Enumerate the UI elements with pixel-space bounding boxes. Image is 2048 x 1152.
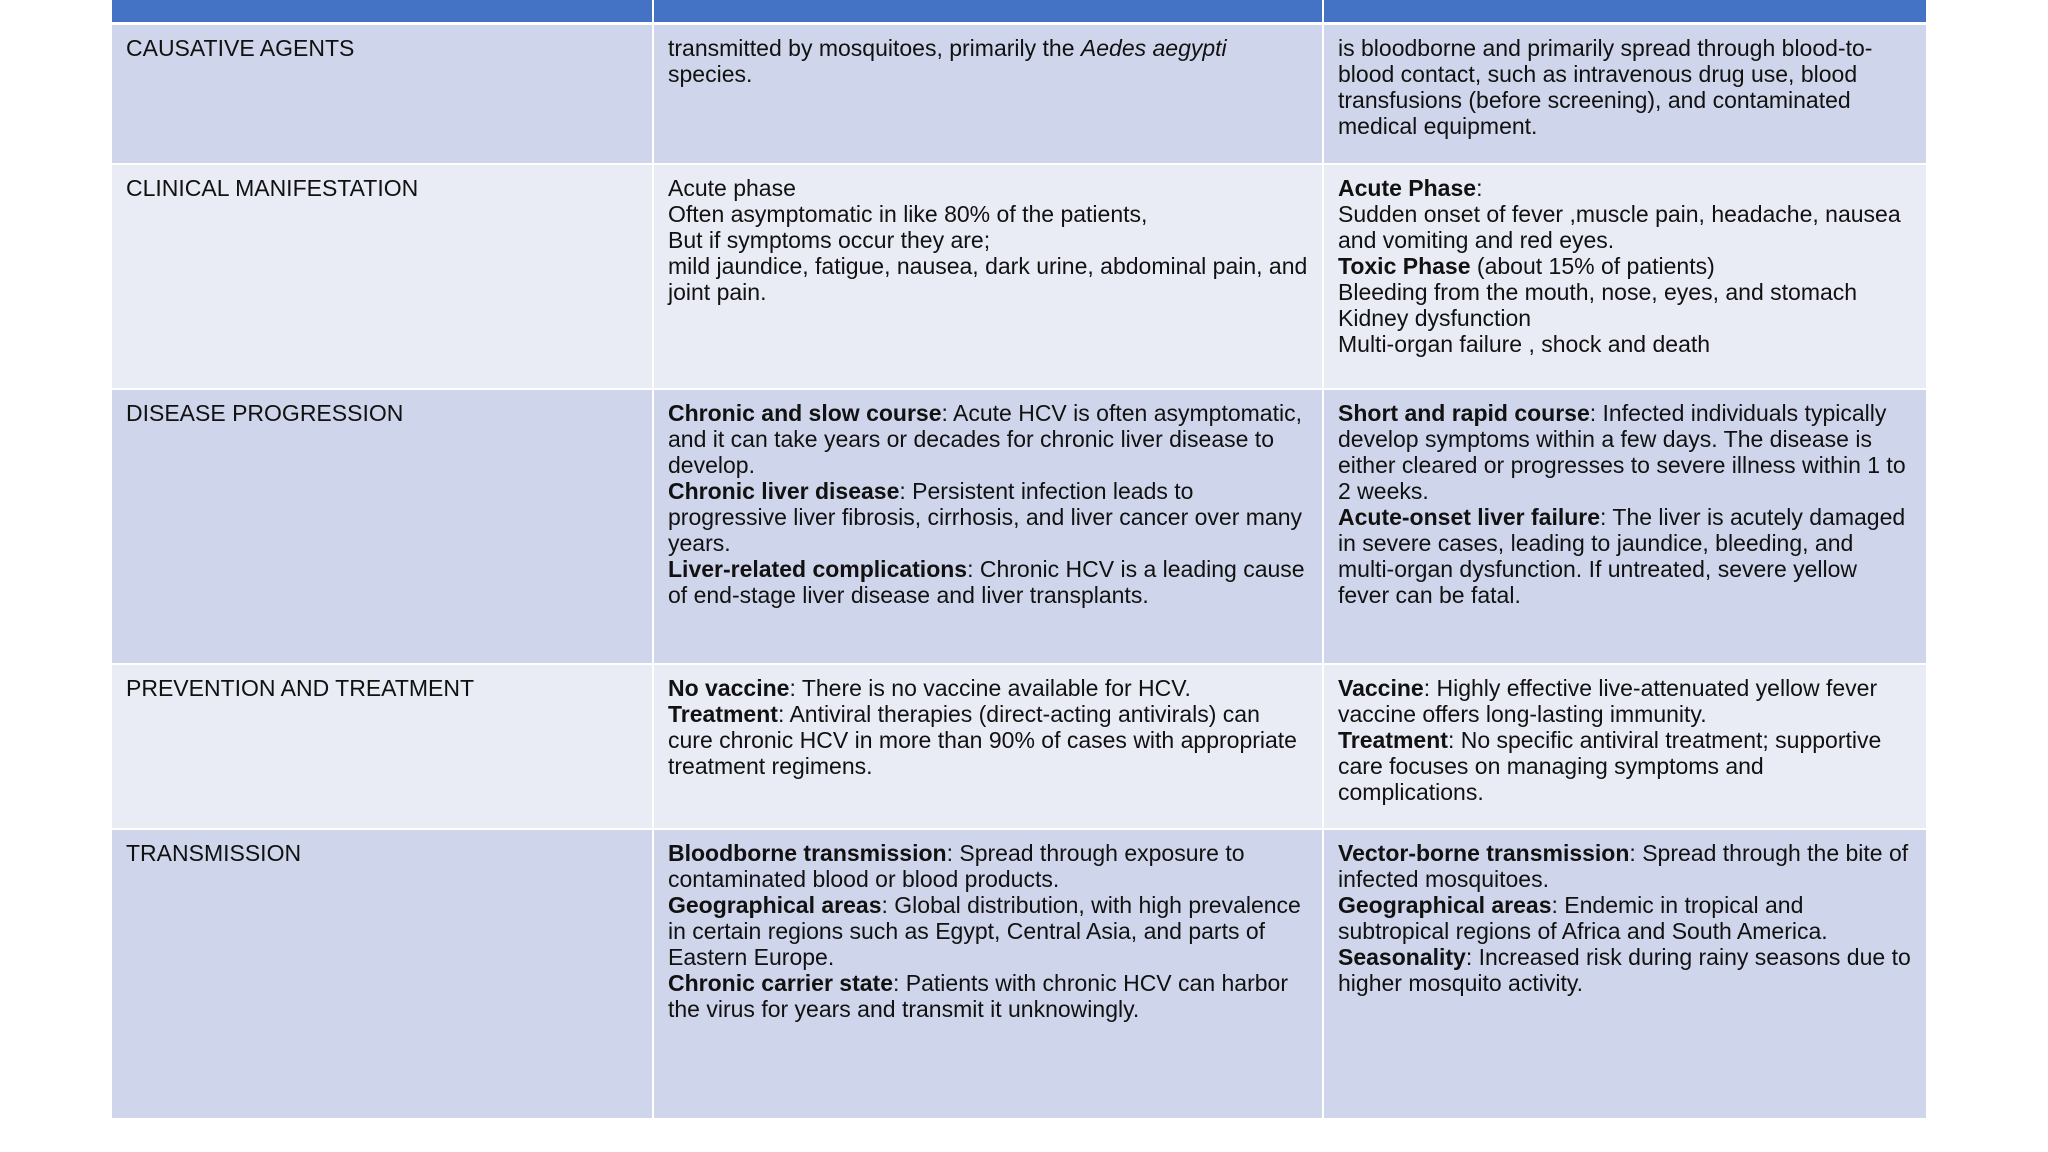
bold-text: Short and rapid course bbox=[1338, 399, 1590, 426]
cell-col2 bbox=[653, 829, 1323, 1119]
text-segment: : Endemic in tropical and subtropical regions of Africa and South America. bbox=[1338, 891, 1828, 944]
text-segment: species. bbox=[668, 61, 753, 87]
text-segment: But if symptoms occur they are; bbox=[668, 226, 991, 253]
cell-col3 bbox=[1323, 389, 1927, 664]
cell-paragraph bbox=[1338, 331, 1912, 357]
bold-text: Vaccine bbox=[1338, 674, 1424, 701]
bold-text: Seasonality bbox=[1338, 943, 1466, 970]
text-segment: : No specific antiviral treatment; supportive care focuses on managing symptoms and complications. bbox=[1338, 726, 1882, 805]
bold-text: Treatment bbox=[668, 700, 778, 727]
text-segment: Kidney dysfunction bbox=[1338, 304, 1532, 331]
row-label: TRANSMISSION bbox=[126, 839, 302, 866]
cell-paragraph bbox=[1338, 253, 1912, 279]
text-segment: : There is no vaccine available for HCV. bbox=[789, 674, 1191, 701]
table-row bbox=[111, 24, 1927, 164]
table-header bbox=[111, 0, 1927, 24]
header-cell-category bbox=[111, 0, 653, 24]
cell-paragraph bbox=[668, 227, 1308, 253]
cell-paragraph bbox=[1338, 504, 1912, 608]
row-label-cell bbox=[111, 829, 653, 1119]
text-segment: is bloodborne and primarily spread through blood-to-blood contact, such as intravenous drug use, blood transfusions (before screening), and contaminated medical equipment. bbox=[1338, 35, 1873, 139]
text-segment: (about 15% of patients) bbox=[1470, 252, 1715, 279]
text-segment: : Chronic HCV is a leading cause of end-stage liver disease and liver transplants. bbox=[668, 555, 1305, 608]
bold-text: Bloodborne transmission bbox=[668, 839, 947, 866]
text-segment: mild jaundice, fatigue, nausea, dark urine, abdominal pain, and joint pain. bbox=[668, 252, 1308, 305]
cell-paragraph bbox=[1338, 175, 1912, 201]
text-segment: Acute phase bbox=[668, 174, 796, 201]
table-row bbox=[111, 829, 1927, 1119]
bold-text: Acute Phase bbox=[1338, 174, 1477, 201]
bold-text: No vaccine bbox=[668, 674, 790, 701]
text-segment: Bleeding from the mouth, nose, eyes, and stomach bbox=[1338, 278, 1858, 305]
bold-text: Chronic carrier state bbox=[668, 969, 893, 996]
cell-paragraph bbox=[1338, 944, 1912, 996]
cell-paragraph bbox=[668, 478, 1308, 556]
text-segment: Multi-organ failure , shock and death bbox=[1338, 330, 1711, 357]
text-segment: : Highly effective live-attenuated yellow fever vaccine offers long-lasting immunity. bbox=[1338, 674, 1878, 727]
bold-text: Geographical areas bbox=[668, 891, 882, 918]
row-label: CLINICAL MANIFESTATION bbox=[126, 174, 419, 201]
cell-col2 bbox=[653, 664, 1323, 829]
bold-text: Geographical areas bbox=[1338, 891, 1552, 918]
bold-text: Liver-related complications bbox=[668, 555, 968, 582]
cell-paragraph bbox=[1338, 305, 1912, 331]
header-cell-yellow-fever bbox=[1323, 0, 1927, 24]
italic-text: Aedes aegypti bbox=[1080, 35, 1227, 61]
bold-text: Chronic and slow course bbox=[668, 399, 942, 426]
bold-text: Treatment bbox=[1338, 726, 1448, 753]
text-segment: transmitted by mosquitoes, primarily the bbox=[668, 35, 1081, 61]
text-segment: : Increased risk during rainy seasons due to higher mosquito activity. bbox=[1338, 943, 1911, 996]
text-segment: : Patients with chronic HCV can harbor the virus for years and transmit it unknowingly. bbox=[668, 969, 1288, 1022]
cell-paragraph bbox=[1338, 727, 1912, 805]
comparison-table bbox=[110, 0, 1928, 1120]
text-segment: : Antiviral therapies (direct-acting antivirals) can cure chronic HCV in more than 90% of cases with appropriate treatment regimens. bbox=[668, 700, 1297, 779]
cell-col2 bbox=[653, 389, 1323, 664]
cell-col3 bbox=[1323, 664, 1927, 829]
cell-paragraph bbox=[668, 840, 1308, 892]
row-label-cell bbox=[111, 24, 653, 164]
bold-text: Acute-onset liver failure bbox=[1338, 503, 1601, 530]
cell-col2 bbox=[653, 24, 1323, 164]
cell-paragraph bbox=[668, 253, 1308, 305]
cell-col3 bbox=[1323, 829, 1927, 1119]
row-label-cell bbox=[111, 389, 653, 664]
row-label-cell bbox=[111, 164, 653, 389]
text-segment: : Spread through the bite of infected mosquitoes. bbox=[1338, 839, 1909, 892]
text-segment: : Global distribution, with high prevalence in certain regions such as Egypt, Central Asia, and parts of Eastern Europe. bbox=[668, 891, 1301, 970]
cell-paragraph bbox=[668, 675, 1308, 701]
cell-paragraph bbox=[668, 701, 1308, 779]
bold-text: Toxic Phase bbox=[1338, 252, 1471, 279]
cell-paragraph bbox=[668, 201, 1308, 227]
cell-paragraph bbox=[668, 35, 1308, 61]
table-row bbox=[111, 664, 1927, 829]
cell-paragraph bbox=[668, 970, 1308, 1022]
header-cell-hcv bbox=[653, 0, 1323, 24]
text-segment: : The liver is acutely damaged in severe cases, leading to jaundice, bleeding, and multi-organ dysfunction. If untreated, severe yellow fever can be fatal. bbox=[1338, 503, 1906, 608]
text-segment: : Persistent infection leads to progressive liver fibrosis, cirrhosis, and liver cancer over many years. bbox=[668, 477, 1302, 556]
cell-paragraph bbox=[1338, 675, 1912, 727]
cell-paragraph bbox=[1338, 279, 1912, 305]
text-segment: : Acute HCV is often asymptomatic, and it can take years or decades for chronic liver disease to develop. bbox=[668, 399, 1302, 478]
cell-paragraph bbox=[1338, 400, 1912, 504]
row-label: PREVENTION AND TREATMENT bbox=[126, 674, 475, 701]
cell-paragraph bbox=[1338, 840, 1912, 892]
cell-paragraph bbox=[1338, 35, 1912, 139]
table-row bbox=[111, 389, 1927, 664]
cell-paragraph bbox=[668, 892, 1308, 970]
bold-text: Vector-borne transmission bbox=[1338, 839, 1630, 866]
cell-col3 bbox=[1323, 164, 1927, 389]
row-label-cell bbox=[111, 664, 653, 829]
text-segment: : bbox=[1476, 174, 1483, 201]
text-segment: Sudden onset of fever ,muscle pain, headache, nausea and vomiting and red eyes. bbox=[1338, 200, 1901, 253]
cell-paragraph bbox=[1338, 892, 1912, 944]
row-label: DISEASE PROGRESSION bbox=[126, 399, 404, 426]
cell-paragraph bbox=[668, 556, 1308, 608]
cell-paragraph bbox=[668, 175, 1308, 201]
cell-col2 bbox=[653, 164, 1323, 389]
row-label: CAUSATIVE AGENTS bbox=[126, 35, 355, 61]
cell-paragraph bbox=[1338, 201, 1912, 253]
cell-paragraph bbox=[668, 400, 1308, 478]
cell-paragraph bbox=[668, 61, 1308, 87]
text-segment: Often asymptomatic in like 80% of the patients, bbox=[668, 200, 1148, 227]
text-segment: : Infected individuals typically develop symptoms within a few days. The disease is either cleared or progresses to severe illness within 1 to 2 weeks. bbox=[1338, 399, 1906, 504]
text-segment: : Spread through exposure to contaminated blood or blood products. bbox=[668, 839, 1245, 892]
cell-col3 bbox=[1323, 24, 1927, 164]
table-row bbox=[111, 164, 1927, 389]
bold-text: Chronic liver disease bbox=[668, 477, 900, 504]
